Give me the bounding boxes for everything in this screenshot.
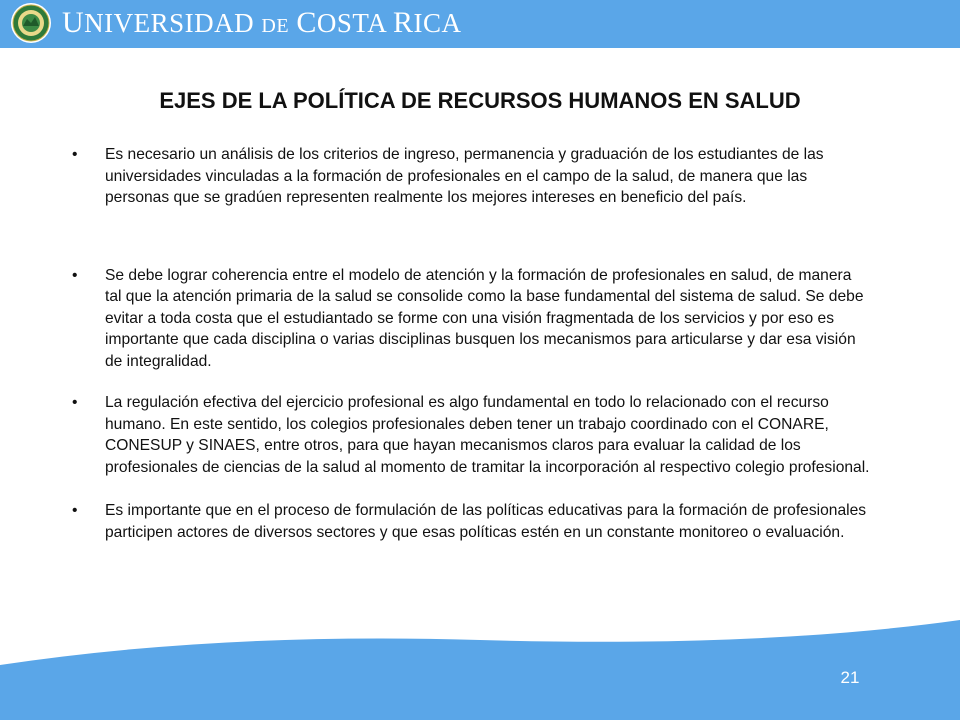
bullet-marker: •	[72, 502, 78, 519]
bullet-text: Es necesario un análisis de los criterios de ingreso, permanencia y graduación de los estudiantes de las universidades vinculadas a la formación de profesionales en el campo de la salud, de manera que las personas que se gradúen representen realmente los mejores intereses en beneficio del país.	[105, 146, 824, 206]
bullet-text: Es importante que en el proceso de formulación de las políticas educativas para la formación de profesionales participen actores de diversos sectores y que esas políticas estén en un constante monitoreo o evaluación.	[105, 502, 867, 541]
page-number: 21	[840, 668, 860, 687]
bullet-item	[72, 144, 872, 209]
bullet-text: Se debe lograr coherencia entre el modelo de atención y la formación de profesionales en salud, de manera tal que la atención primaria de la salud se consolide como la base fundamental del sistema de salud. Se debe evitar a toda costa que el estudiantado se forme con una visión fragmentada de los servicios y por eso es importante que cada disciplina o varias disciplinas busquen los mecanismos para articularse y dar esa visión de integralidad.	[105, 266, 864, 370]
bullet-text: La regulación efectiva del ejercicio profesional es algo fundamental en todo lo relacionado con el recurso humano. En este sentido, los colegios profesionales deben tener un trabajo coordinado con el CONARE, CONESUP y SINAES, entre otros, para que hayan mecanismos claros para evaluar la calidad de los profesionales de ciencias de la salud al momento de tramitar la incorporación al respectivo colegio profesional.	[105, 394, 870, 476]
header-bar	[0, 0, 960, 48]
footer-wave	[0, 620, 960, 720]
bullet-item	[72, 500, 872, 543]
bullet-item	[72, 265, 872, 373]
university-name: UNIVERSIDAD DE COSTA RICA	[62, 6, 462, 39]
bullet-marker: •	[72, 266, 78, 284]
bullet-marker: •	[72, 394, 78, 411]
bullet-marker: •	[72, 146, 78, 163]
bullet-list	[72, 144, 872, 543]
bullet-item	[72, 392, 872, 478]
slide-title: EJES DE LA POLÍTICA DE RECURSOS HUMANOS EN SALUD	[159, 88, 801, 113]
university-seal-icon	[10, 2, 52, 44]
